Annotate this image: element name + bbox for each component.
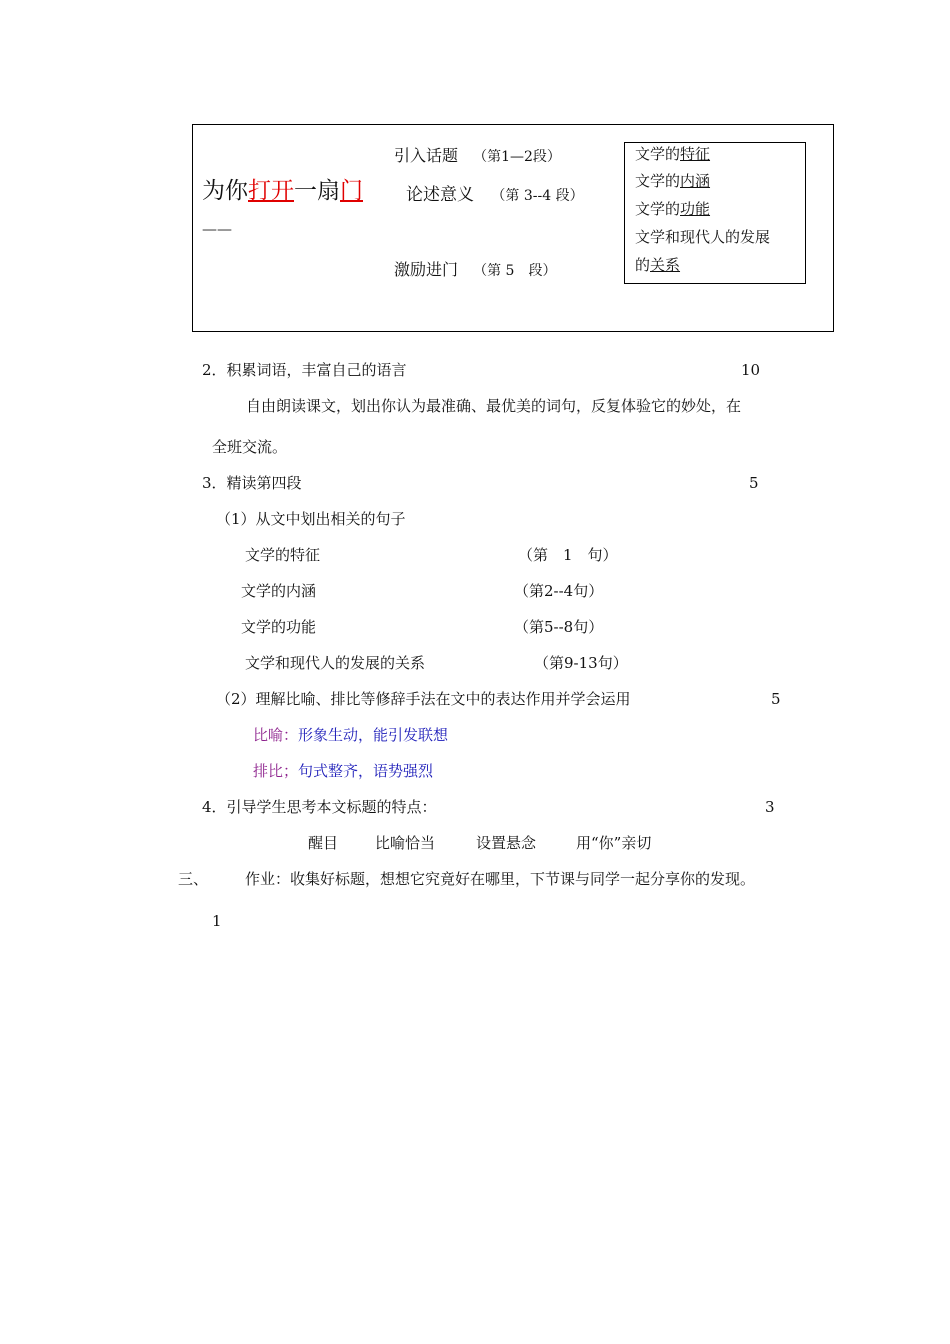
step-label: 论述意义	[406, 185, 474, 205]
item-3-score: 5	[749, 474, 759, 492]
item-2-score: 10	[741, 361, 761, 379]
title-text: 一扇	[294, 178, 340, 204]
step-label: 激励进门	[394, 260, 459, 279]
box-line: 文学和现代人的发展	[635, 228, 771, 246]
sentence-row-label: 文学和现代人的发展的关系	[245, 654, 426, 672]
sentence-row-label: 文学的特征	[245, 546, 321, 564]
sentence-row-range: （第2--4句）	[514, 582, 604, 600]
sentence-row-label: 文学的功能	[241, 618, 317, 636]
metaphor-text: 形象生动，能引发联想	[298, 726, 449, 744]
sentence-row-label: 文学的内涵	[241, 582, 317, 600]
item-2-text-line2: 全班交流。	[212, 438, 288, 456]
item-2-heading: 2．积累词语，丰富自己的语言	[202, 361, 407, 379]
box-line: 文学的内涵	[635, 172, 711, 190]
item-4-score: 3	[765, 798, 775, 816]
title-feature: 醒目	[308, 834, 339, 852]
item-3-sub2-score: 5	[771, 690, 781, 708]
step-range: （第 3--4 段）	[491, 188, 584, 204]
step-2	[406, 185, 584, 205]
title-feature: 设置悬念	[476, 834, 537, 852]
title-dash: ——	[202, 220, 232, 238]
item-2-text-line1: 自由朗读课文，划出你认为最准确、最优美的词句，反复体验它的妙处，在	[246, 397, 742, 415]
item-4-heading: 4．引导学生思考本文标题的特点：	[202, 798, 437, 816]
step-range: （第1—2段）	[473, 149, 561, 165]
title-text: 为你	[202, 178, 248, 204]
literature-aspects-box	[624, 142, 806, 284]
metaphor-label: 比喻：	[253, 726, 299, 744]
step-label: 引入话题	[394, 146, 459, 165]
title-feature: 比喻恰当	[375, 834, 436, 852]
step-3	[394, 260, 556, 280]
lesson-title	[202, 178, 363, 206]
box-line: 的关系	[635, 256, 681, 274]
step-range: （第 5 段）	[473, 263, 557, 279]
section-3-number: 三、	[178, 870, 209, 888]
parallel-line	[253, 762, 433, 780]
box-line: 文学的特征	[635, 145, 711, 163]
sentence-row-range: （第 1 句）	[518, 546, 618, 564]
sentence-row-range: （第9-13句）	[534, 654, 628, 672]
parallel-text: 句式整齐，语势强烈	[298, 762, 434, 780]
item-3-sub1: （1）从文中划出相关的句子	[216, 510, 406, 528]
sentence-row-range: （第5--8句）	[514, 618, 604, 636]
section-3-text: 作业：收集好标题，想想它究竟好在哪里，下节课与同学一起分享你的发现。	[245, 870, 756, 888]
box-line: 文学的功能	[635, 200, 711, 218]
metaphor-line	[253, 726, 448, 744]
page-number: 1	[212, 912, 222, 930]
item-3-sub2: （2）理解比喻、排比等修辞手法在文中的表达作用并学会运用	[216, 690, 631, 708]
title-feature: 用“你”亲切	[576, 834, 652, 852]
title-highlight-door: 门	[340, 178, 363, 204]
step-1	[394, 146, 561, 166]
parallel-label: 排比；	[253, 762, 299, 780]
title-highlight-open: 打开	[248, 178, 294, 204]
item-3-heading: 3．精读第四段	[202, 474, 302, 492]
